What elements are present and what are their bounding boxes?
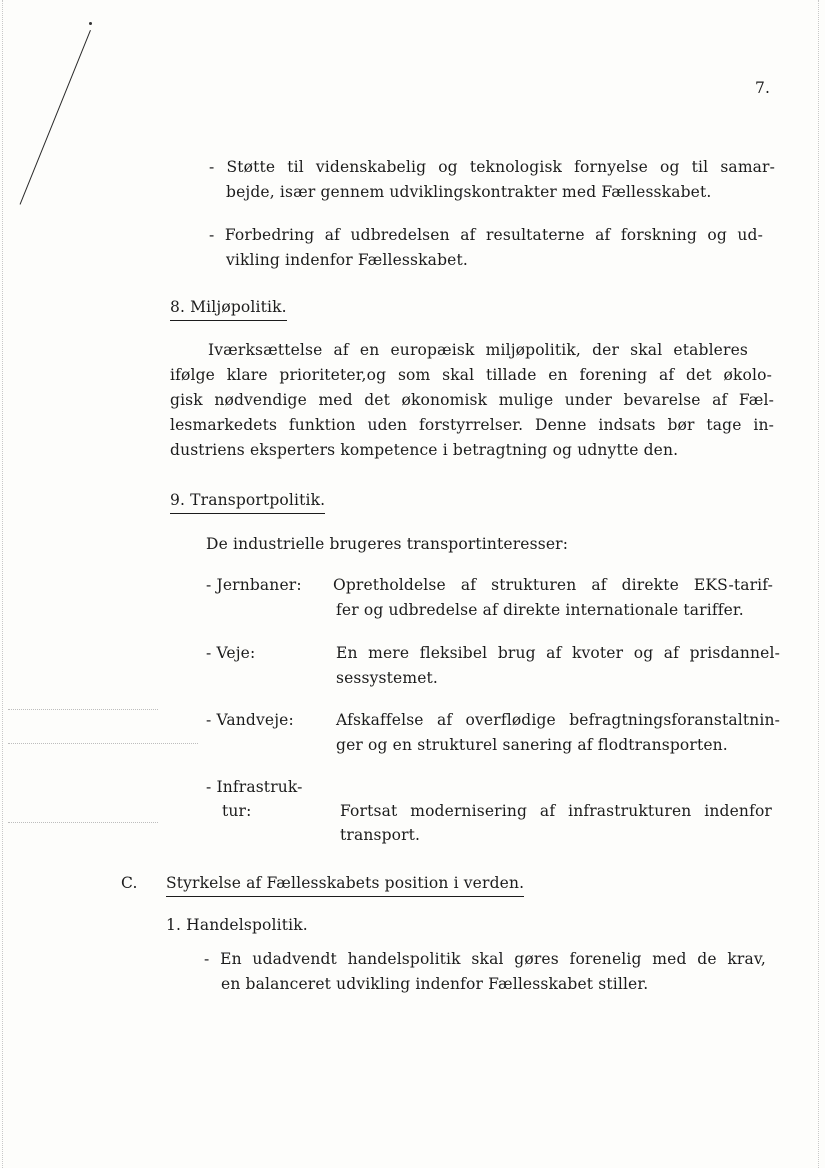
paragraph-line: dustriens eksperters kompetence i betragtning og udnytte den. (170, 441, 679, 459)
right-scan-edge (818, 0, 819, 1168)
scan-dotted-line-2 (8, 743, 198, 744)
transport-label: - Vandveje: (206, 711, 294, 729)
paragraph-line: gisk nødvendige med det økonomisk mulige under bevarelse af Fæl- (170, 391, 774, 409)
transport-description: Afskaffelse af overflødige befragtningsforanstaltnin- (336, 711, 780, 729)
left-scan-edge (2, 0, 3, 1168)
transport-description: sessystemet. (336, 669, 438, 687)
transport-label: - Infrastruk- (206, 778, 303, 796)
paragraph-line: lesmarkedets funktion uden forstyrrelser. Denne indsats bør tage in- (170, 416, 774, 434)
transport-description: Fortsat modernisering af infrastrukturen indenfor (340, 802, 772, 820)
list-item-line: - Forbedring af udbredelsen af resultaterne af forskning og ud- (209, 226, 763, 244)
list-item-line: bejde, især gennem udviklingskontrakter med Fællesskabet. (226, 183, 712, 201)
section-intro: De industrielle brugeres transportinteresser: (206, 535, 569, 553)
scan-dotted-line-1 (8, 709, 158, 710)
transport-description: Opretholdelse af strukturen af direkte EKS-tarif- (333, 576, 773, 594)
transport-description: fer og udbredelse af direkte internationale tariffer. (336, 601, 744, 619)
transport-label: - Veje: (206, 644, 256, 662)
section-heading-8: 8. Miljøpolitik. (170, 295, 287, 321)
list-item-line: en balanceret udvikling indenfor Fællesskabet stiller. (221, 975, 649, 993)
list-item-line: - Støtte til videnskabelig og teknologisk fornyelse og til samar- (209, 158, 775, 176)
scan-dotted-line-3 (8, 822, 158, 823)
transport-description: transport. (340, 826, 421, 844)
sub-heading: 1. Handelspolitik. (166, 916, 308, 934)
section-heading-c: Styrkelse af Fællesskabets position i verden. (166, 871, 524, 897)
pen-dot-mark (89, 22, 92, 25)
page-number: 7. (755, 79, 771, 97)
paragraph-line: ifølge klare prioriteter,og som skal tillade en forening af det økolo- (170, 366, 772, 384)
pen-stroke-mark (20, 30, 92, 205)
transport-description: En mere fleksibel brug af kvoter og af prisdannel- (336, 644, 780, 662)
paragraph-line: Iværksættelse af en europæisk miljøpolitik, der skal etableres (208, 341, 748, 359)
transport-label: - Jernbaner: (206, 576, 302, 594)
section-heading-9: 9. Transportpolitik. (170, 488, 325, 514)
section-letter-c: C. (121, 874, 138, 892)
list-item-line: vikling indenfor Fællesskabet. (226, 251, 468, 269)
transport-label: tur: (222, 802, 252, 820)
transport-description: ger og en strukturel sanering af flodtransporten. (336, 736, 728, 754)
list-item-line: - En udadvendt handelspolitik skal gøres forenelig med de krav, (204, 950, 766, 968)
